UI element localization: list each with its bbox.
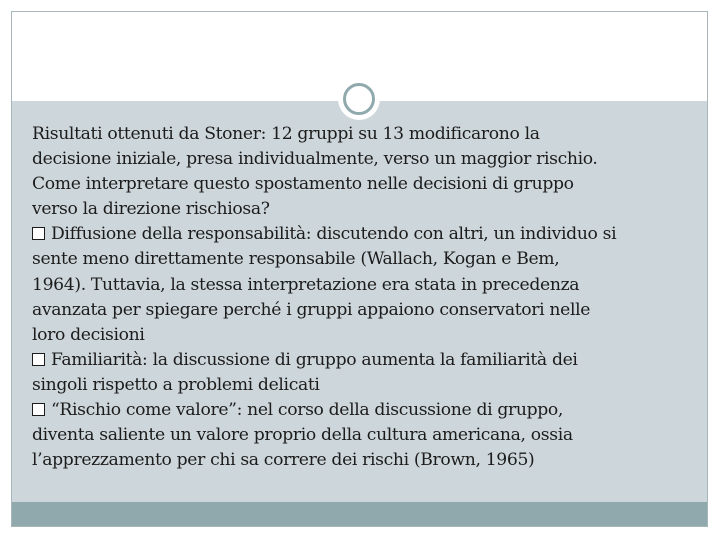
text-line: singoli rispetto a problemi delicati [32,374,320,395]
text-line: decisione iniziale, presa individualmente, verso un maggior rischio. [32,149,598,170]
text-line: avanzata per spiegare perché i gruppi appaiono conservatori nelle [32,299,591,320]
intro-paragraph [32,122,702,222]
bullet-item-diffusione [32,222,702,347]
circle-ornament-icon [343,83,375,115]
text-line: 1964). Tuttavia, la stessa interpretazione era stata in precedenza [32,274,580,295]
text-line: Diffusione della responsabilità: discutendo con altri, un individuo si [51,224,617,245]
bullet-item-familiarita [32,348,702,398]
body-text [32,122,702,473]
text-line: “Rischio come valore”: nel corso della discussione di gruppo, [51,400,564,421]
box-bullet-icon [32,353,45,366]
text-line: Risultati ottenuti da Stoner: 12 gruppi su 13 modificarono la [32,124,540,144]
text-line: sente meno direttamente responsabile (Wallach, Kogan e Bem, [32,249,560,270]
text-line: verso la direzione rischiosa? [32,199,270,220]
bullet-item-rischio-valore [32,398,702,473]
text-line: Come interpretare questo spostamento nelle decisioni di gruppo [32,174,574,195]
text-line: Familiarità: la discussione di gruppo aumenta la familiarità dei [51,349,578,370]
text-line: loro decisioni [32,324,145,345]
box-bullet-icon [32,403,45,416]
text-line: diventa saliente un valore proprio della cultura americana, ossia [32,425,573,446]
text-line: l’apprezzamento per chi sa correre dei rischi (Brown, 1965) [32,450,535,471]
box-bullet-icon [32,227,45,240]
